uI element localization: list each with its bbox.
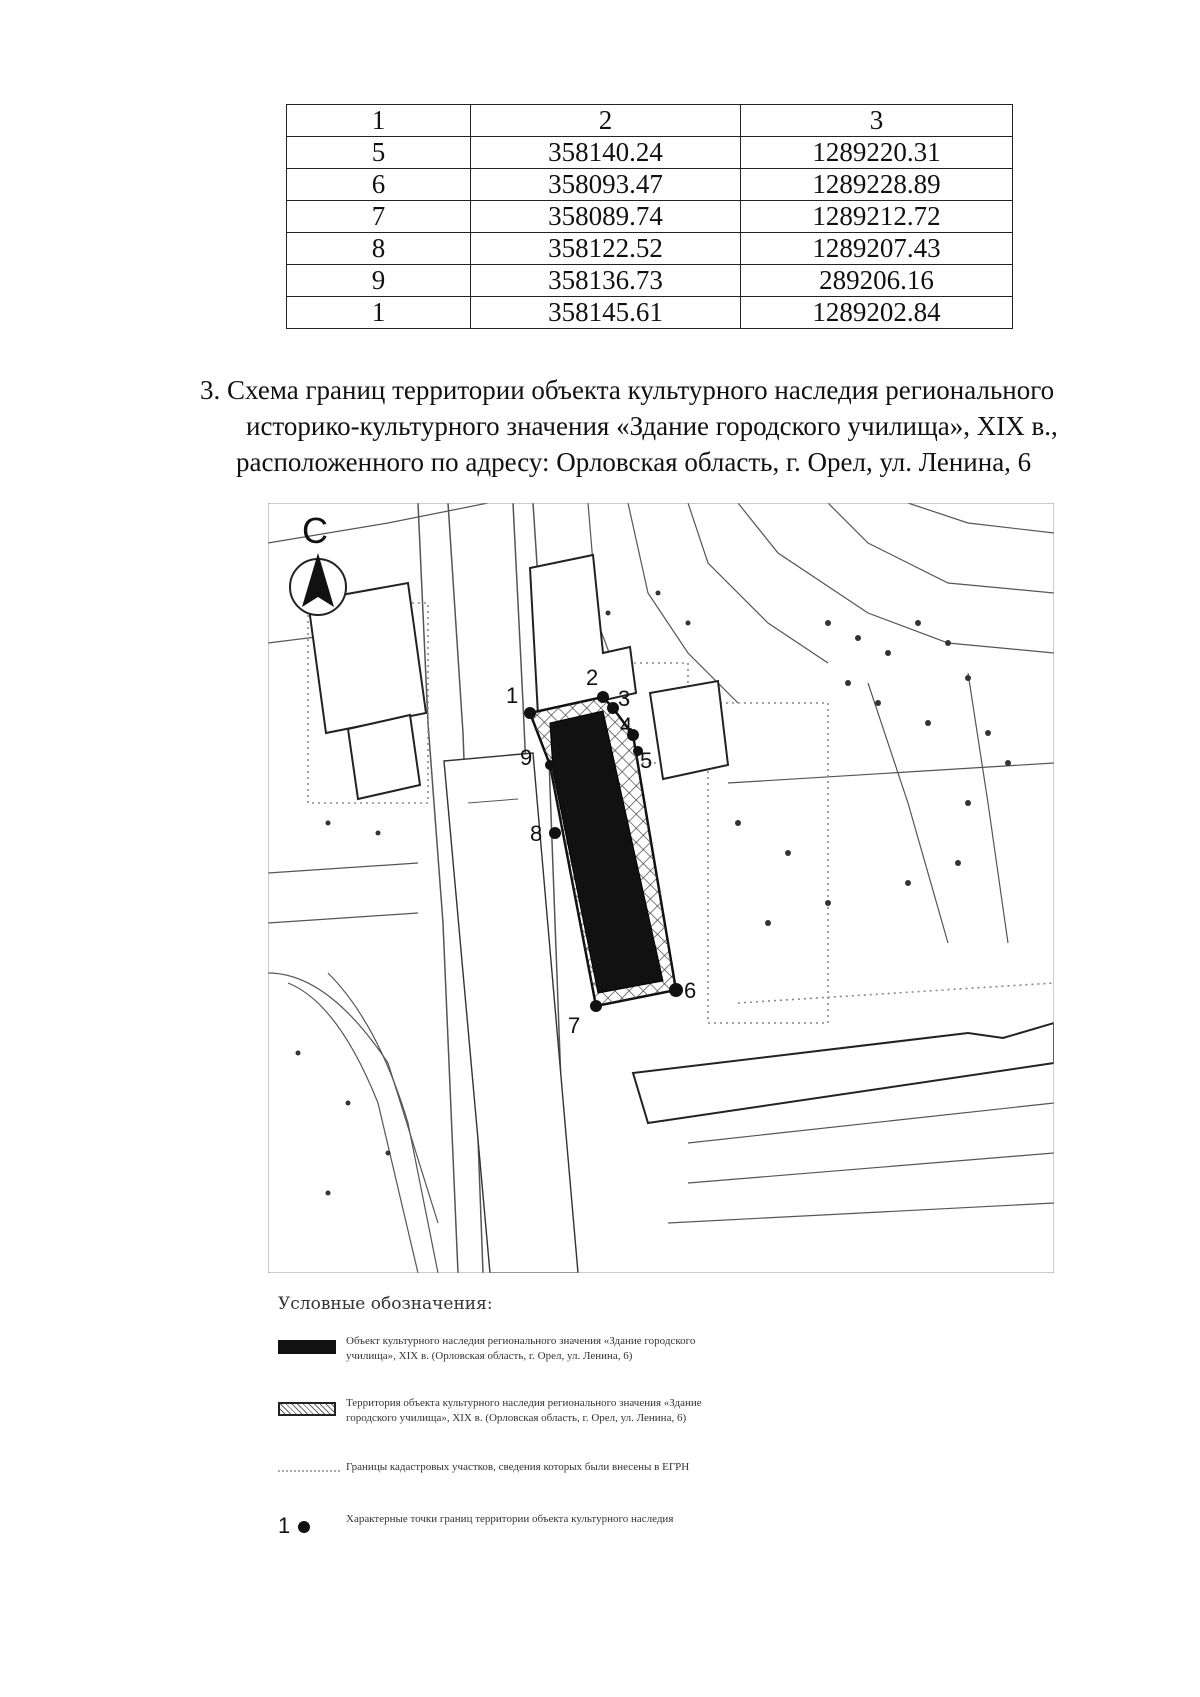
x-coordinate-cell: 358122.52 <box>471 233 741 265</box>
x-coordinate-cell: 358089.74 <box>471 201 741 233</box>
table-row <box>287 265 1013 297</box>
legend-item-text: Характерные точки границ территории объекта культурного наследия <box>346 1513 674 1525</box>
coordinates-table <box>286 104 1013 329</box>
table-header-cell: 3 <box>741 105 1013 137</box>
building-west-annex <box>348 715 420 799</box>
legend-item-text: Объект культурного наследия регионального значения «Здание городского училища», XIX в. (Орловская область, г. Орел, ул. Ленина, 6) <box>346 1335 696 1362</box>
black-fill-swatch <box>278 1340 336 1354</box>
point-label-7: 7 <box>568 1013 581 1038</box>
point-number-cell: 5 <box>287 137 471 169</box>
building-east-annex <box>650 681 728 779</box>
legend-item-text: Границы кадастровых участков, сведения которых были внесены в ЕГРН <box>346 1461 690 1473</box>
table-header-cell: 1 <box>287 105 471 137</box>
y-coordinate-cell: 1289220.31 <box>741 137 1013 169</box>
section-heading <box>200 372 1100 480</box>
table-row <box>287 169 1013 201</box>
table-row <box>287 201 1013 233</box>
hatch-fill-swatch <box>278 1402 336 1416</box>
point-label-3: 3 <box>618 686 631 711</box>
section-heading-line-2: историко-культурного значения «Здание городского училища», XIX в., <box>246 411 1058 441</box>
x-coordinate-cell: 358140.24 <box>471 137 741 169</box>
y-coordinate-cell: 1289202.84 <box>741 297 1013 329</box>
point-number-cell: 8 <box>287 233 471 265</box>
point-label-4: 4 <box>620 713 633 738</box>
boundary-point-9 <box>545 760 555 770</box>
legend-item-text: Территория объекта культурного наследия регионального значения «Здание городского училища», XIX в. (Орловская область, г. Орел, ул. Ленина, 6) <box>346 1397 702 1424</box>
point-number-cell: 9 <box>287 265 471 297</box>
x-coordinate-cell: 358145.61 <box>471 297 741 329</box>
boundary-point-7 <box>590 1000 602 1012</box>
table-header-row <box>287 105 1013 137</box>
point-dot-icon <box>298 1521 310 1533</box>
y-coordinate-cell: 1289212.72 <box>741 201 1013 233</box>
point-number-cell: 6 <box>287 169 471 201</box>
y-coordinate-cell: 289206.16 <box>741 265 1013 297</box>
boundary-point-2 <box>597 691 609 703</box>
dotted-line-swatch <box>278 1470 340 1472</box>
point-swatch <box>278 1513 310 1538</box>
point-number-cell: 1 <box>287 297 471 329</box>
boundary-point-1 <box>524 707 536 719</box>
site-plan-map <box>268 503 1054 1273</box>
table-row <box>287 233 1013 265</box>
point-label-1: 1 <box>506 683 519 708</box>
y-coordinate-cell: 1289207.43 <box>741 233 1013 265</box>
point-label-2: 2 <box>586 665 599 690</box>
point-label-6: 6 <box>684 978 697 1003</box>
section-heading-line-3: расположенного по адресу: Орловская область, г. Орел, ул. Ленина, 6 <box>236 447 1032 477</box>
x-coordinate-cell: 358136.73 <box>471 265 741 297</box>
section-heading-text-1: Схема границ территории объекта культурного наследия регионального <box>227 375 1055 405</box>
table-header-cell: 2 <box>471 105 741 137</box>
point-number-cell: 7 <box>287 201 471 233</box>
point-label-5: 5 <box>640 748 653 773</box>
legend-title: Условные обозначения: <box>278 1294 493 1314</box>
boundary-point-6 <box>669 983 683 997</box>
point-label-8: 8 <box>530 821 543 846</box>
y-coordinate-cell: 1289228.89 <box>741 169 1013 201</box>
point-label-9: 9 <box>520 745 533 770</box>
north-label: С <box>302 510 328 551</box>
x-coordinate-cell: 358093.47 <box>471 169 741 201</box>
table-row <box>287 137 1013 169</box>
boundary-point-8 <box>549 827 561 839</box>
section-heading-line-1 <box>200 372 1100 408</box>
table-row <box>287 297 1013 329</box>
point-swatch-label: 1 <box>278 1513 291 1538</box>
section-number: 3. <box>200 375 221 405</box>
